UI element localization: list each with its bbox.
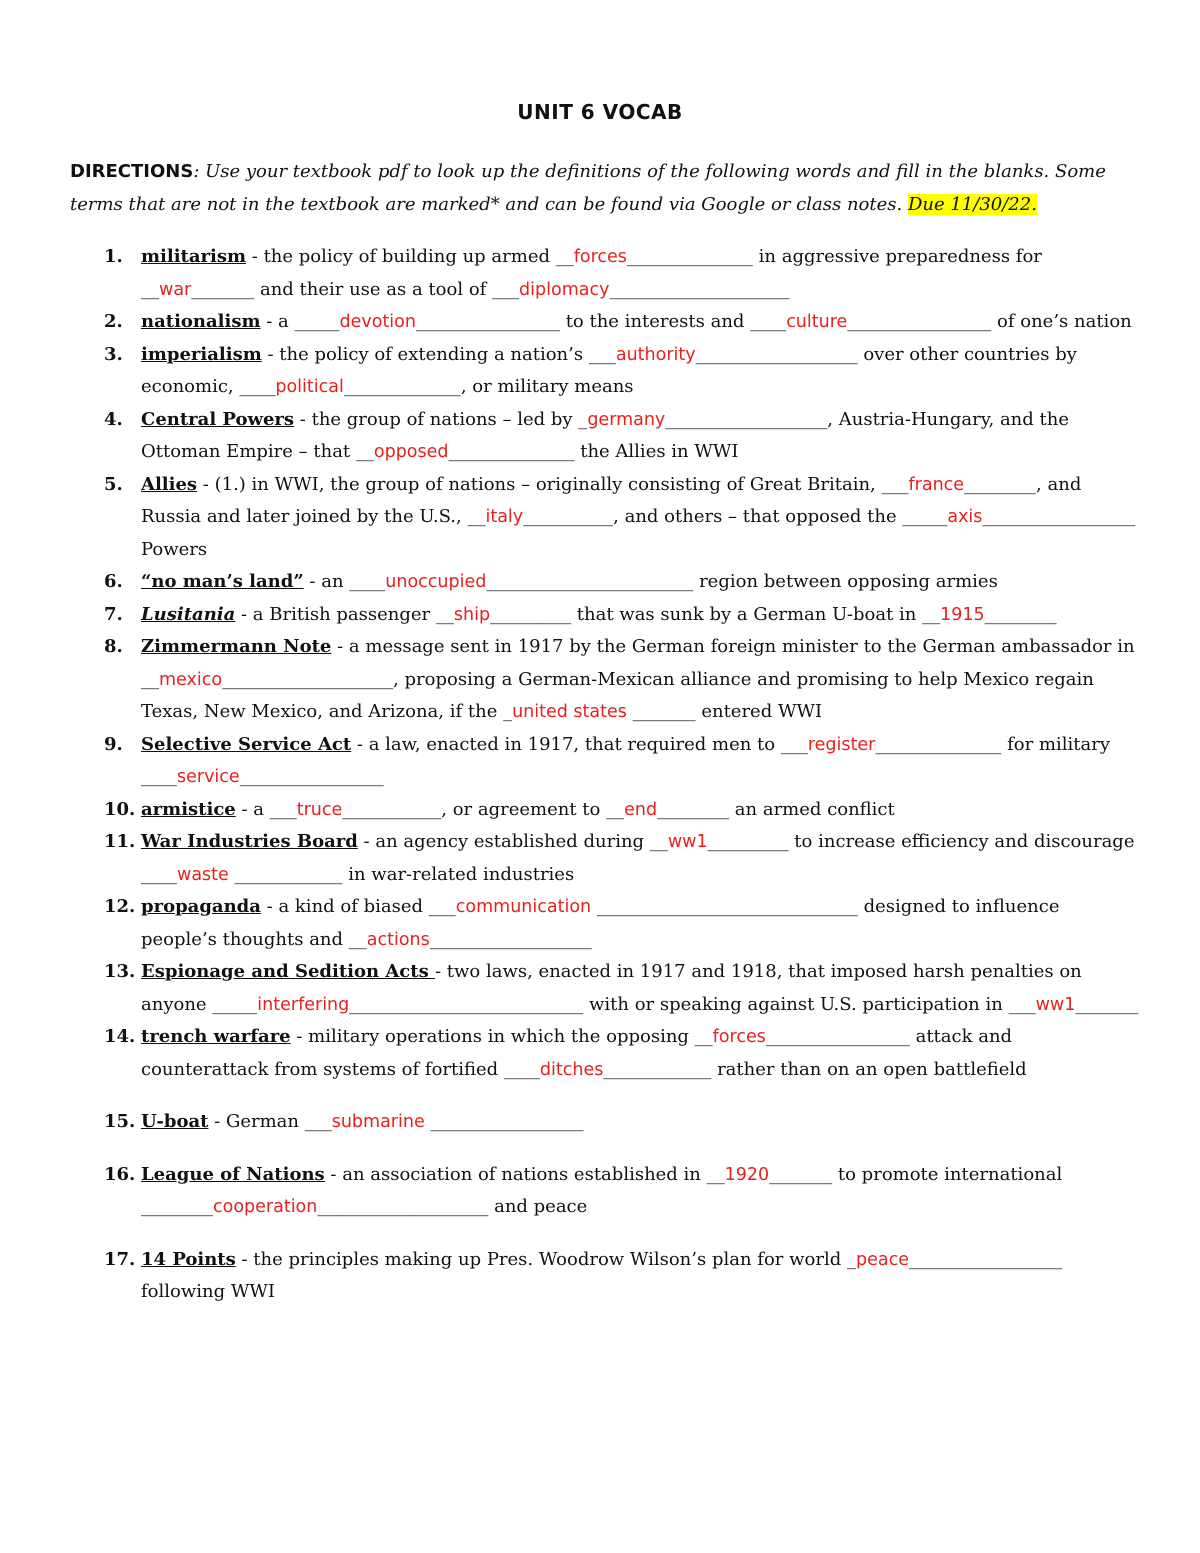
definition-text: __________________, Austria-Hungary, and the Ottoman Empire – that __	[141, 408, 1069, 462]
filled-answer: ww1	[667, 832, 708, 852]
vocab-term: militarism	[141, 246, 247, 267]
vocab-term: 14 Points	[141, 1248, 236, 1270]
definition-text: ____________ in war-related industries	[228, 863, 575, 885]
directions-label: DIRECTIONS	[70, 161, 194, 182]
item-number: 15.	[104, 1111, 136, 1132]
due-date-highlight: Due 11/30/22.	[907, 194, 1037, 215]
definition-text: _________ that was sunk by a German U-boat in __	[490, 603, 941, 625]
definition-text: _________ to increase efficiency and discourage ____	[141, 831, 1135, 885]
definition-text: _____________, or military means	[343, 376, 634, 397]
definition-text: __________, and others – that opposed the _____	[523, 506, 948, 527]
item-number: 17.	[104, 1248, 136, 1270]
filled-answer: opposed	[373, 442, 449, 462]
definition-text: __________________ over other countries by economic, ____	[141, 343, 1077, 397]
item-number: 7.	[104, 603, 123, 625]
filled-answer: waste	[177, 864, 229, 885]
directions-text: : Use your textbook pdf to look up the definitions of the following words and fill in the blanks. Some terms that are not in the textbook are marked* and can be found via Google or class notes.	[70, 161, 1106, 215]
definition-text: ________, and Russia and later joined by the U.S., __	[141, 473, 1082, 527]
definition-text: _________________ following WWI	[141, 1248, 1062, 1302]
vocab-item	[70, 631, 1140, 729]
definition-text: - a ___	[235, 798, 297, 820]
filled-answer: italy	[485, 507, 524, 527]
item-number: 14.	[104, 1026, 136, 1047]
definition-text: _____________________________ designed to influence people’s thoughts and __	[141, 896, 1060, 950]
filled-answer: culture	[786, 312, 848, 332]
vocab-term: League of Nations	[141, 1163, 325, 1185]
item-number: 16.	[104, 1163, 136, 1185]
vocab-term: Lusitania	[141, 603, 236, 625]
definition-text: ________________ to the interests and ____	[415, 311, 787, 332]
filled-answer: service	[177, 767, 240, 787]
filled-answer: communication	[455, 897, 592, 917]
definition-text: __________________	[429, 928, 592, 950]
filled-answer: united states	[512, 702, 627, 722]
definition-text: - (1.) in WWI, the group of nations – originally consisting of Great Britain, ___	[197, 473, 909, 495]
item-number: 8.	[104, 636, 123, 657]
vocab-term: Zimmermann Note	[141, 636, 332, 657]
item-number: 13.	[104, 961, 136, 982]
definition-text: ___________________ and peace	[317, 1196, 588, 1217]
filled-answer: political	[275, 377, 344, 397]
definition-text: - an agency established during __	[357, 831, 668, 852]
vocab-term: “no man’s land”	[141, 571, 304, 592]
vocab-item	[70, 794, 1140, 827]
vocab-term: Central Powers	[141, 408, 295, 430]
filled-answer: end	[624, 799, 658, 820]
vocab-item	[70, 826, 1140, 891]
definition-text: - a kind of biased ___	[260, 896, 456, 917]
item-number: 10.	[104, 798, 136, 820]
vocab-term: War Industries Board	[141, 831, 358, 852]
definition-text: ______________ the Allies in WWI	[448, 441, 739, 462]
filled-answer: mexico	[159, 669, 223, 690]
filled-answer: 1915	[940, 604, 985, 625]
item-number: 2.	[104, 311, 123, 332]
definition-text: _______________________ region between opposing armies	[486, 571, 998, 592]
filled-answer: diplomacy	[519, 279, 610, 300]
item-number: 1.	[104, 246, 123, 267]
definition-text: ________________ attack and counterattack from systems of fortified ____	[141, 1026, 1013, 1080]
item-number: 5.	[104, 473, 123, 495]
definition-text: __________________________ with or speaking against U.S. participation in ___	[349, 993, 1036, 1015]
definition-text: ________ an armed conflict	[657, 798, 895, 820]
filled-answer: 1920	[724, 1164, 770, 1185]
filled-answer: forces	[573, 247, 627, 267]
definition-text: - German ___	[208, 1111, 332, 1132]
filled-answer: actions	[366, 929, 430, 950]
item-number: 9.	[104, 733, 123, 755]
vocab-term: Selective Service Act	[141, 733, 352, 755]
definition-text: _______ and their use as a tool of ___	[191, 278, 520, 300]
filled-answer: submarine	[331, 1112, 425, 1132]
definition-text: - an association of nations established in __	[324, 1163, 725, 1185]
vocab-term: Espionage and Sedition Acts	[141, 961, 435, 982]
definition-text: _______	[1075, 993, 1139, 1015]
vocab-term: armistice	[141, 798, 236, 820]
definition-text: - a British passenger __	[235, 603, 454, 625]
definition-text: ___________________, proposing a German-Mexican alliance and promising to help Mexico regain Texas, New Mexico, and Arizona, if the _	[141, 668, 1094, 722]
definition-text: _______ to promote international ________	[141, 1163, 1063, 1217]
item-number: 4.	[104, 408, 123, 430]
definition-text: ____________ rather than on an open battlefield	[603, 1058, 1027, 1080]
vocab-item	[70, 241, 1140, 306]
definition-text: - a message sent in 1917 by the German foreign minister to the German ambassador in __	[141, 636, 1135, 690]
vocab-item	[70, 339, 1140, 404]
filled-answer: axis	[947, 507, 983, 527]
definition-text: - an ____	[303, 571, 386, 592]
filled-answer: france	[908, 474, 965, 495]
filled-answer: ww1	[1035, 994, 1076, 1015]
vocab-item	[70, 729, 1140, 794]
filled-answer: interfering	[257, 994, 350, 1015]
filled-answer: peace	[855, 1249, 909, 1270]
filled-answer: war	[159, 279, 192, 300]
definition-text: ______________ in aggressive preparedness for __	[141, 246, 1042, 300]
vocab-item	[70, 956, 1140, 1021]
filled-answer: authority	[615, 344, 696, 365]
definition-text: ________________	[239, 766, 384, 787]
vocab-item	[70, 469, 1140, 567]
definition-text: _______ entered WWI	[626, 701, 823, 722]
definition-text: - the policy of extending a nation’s ___	[261, 343, 616, 365]
vocab-item	[70, 566, 1140, 599]
definition-text: - a _____	[260, 311, 340, 332]
definition-text: ____________________	[609, 278, 790, 300]
definition-text: ___________, or agreement to __	[342, 798, 625, 820]
filled-answer: register	[807, 734, 876, 755]
filled-answer: truce	[296, 799, 343, 820]
vocab-term: U-boat	[141, 1111, 209, 1132]
definition-text: - the principles making up Pres. Woodrow Wilson’s plan for world _	[235, 1248, 856, 1270]
filled-answer: forces	[712, 1027, 766, 1047]
definition-text: - the group of nations – led by _	[294, 408, 588, 430]
vocab-item	[70, 1159, 1140, 1224]
item-number: 6.	[104, 571, 123, 592]
vocab-term: Allies	[141, 473, 198, 495]
definition-text: ______________ for military ____	[141, 733, 1110, 787]
definition-text: - two laws, enacted in 1917 and 1918, that imposed harsh penalties on anyone _____	[141, 961, 1082, 1015]
filled-answer: devotion	[339, 312, 416, 332]
filled-answer: cooperation	[213, 1197, 318, 1217]
filled-answer: germany	[587, 409, 666, 430]
vocab-term: imperialism	[141, 343, 262, 365]
page-title: UNIT 6 VOCAB	[517, 100, 683, 124]
filled-answer: ditches	[539, 1059, 604, 1080]
vocab-term: trench warfare	[141, 1026, 291, 1047]
definition-text: - a law, enacted in 1917, that required men to ___	[351, 733, 808, 755]
item-number: 3.	[104, 343, 123, 365]
vocab-item	[70, 1021, 1140, 1086]
definition-text: - military operations in which the opposing __	[290, 1026, 713, 1047]
definition-text: _________________ Powers	[141, 506, 1136, 560]
vocab-term: nationalism	[141, 311, 261, 332]
vocab-item	[70, 1106, 1140, 1139]
vocab-list	[70, 241, 1140, 1309]
vocab-item	[70, 599, 1140, 632]
vocab-item	[70, 404, 1140, 469]
vocab-item	[70, 1244, 1140, 1309]
vocab-item	[70, 306, 1140, 339]
definition-text: - the policy of building up armed __	[246, 246, 574, 267]
item-number: 11.	[104, 831, 136, 852]
definition-text: ________________ of one’s nation	[847, 311, 1132, 332]
definition-text: _________________	[424, 1111, 584, 1132]
filled-answer: ship	[453, 604, 491, 625]
vocab-item	[70, 891, 1140, 956]
item-number: 12.	[104, 896, 136, 917]
vocab-term: propaganda	[141, 896, 261, 917]
filled-answer: unoccupied	[385, 572, 487, 592]
definition-text: ________	[984, 603, 1057, 625]
directions-paragraph	[70, 155, 1140, 221]
